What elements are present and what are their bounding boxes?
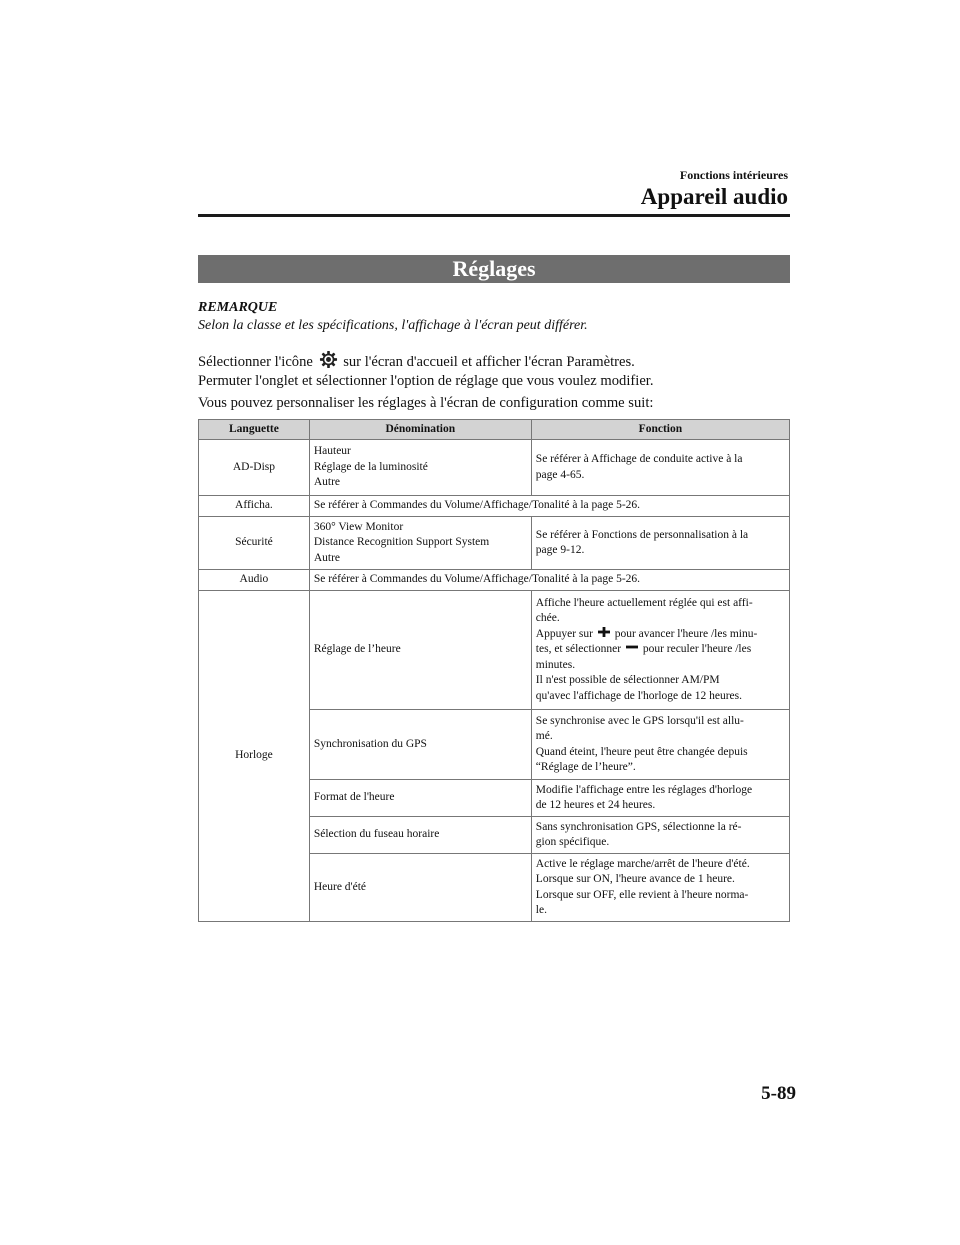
cell-name: Heure d'été [309, 854, 531, 922]
table-row-addisp [199, 440, 790, 496]
cell-tab: Afficha. [199, 496, 310, 517]
name-line: Réglage de la luminosité [313, 460, 428, 473]
function-text: Appuyer sur [535, 627, 593, 640]
table-row-securite [199, 517, 790, 570]
section-title: Appareil audio [640, 184, 788, 209]
function-line [536, 627, 785, 643]
plus-icon [597, 627, 611, 637]
cell-function [531, 780, 789, 817]
settings-table [198, 419, 790, 922]
function-line: Se référer à Affichage de conduite active à la [535, 453, 743, 465]
cell-function [531, 517, 789, 570]
function-line: chée. [535, 612, 560, 625]
intro-text-a: Sélectionner l'icône [198, 354, 313, 370]
minus-icon [625, 642, 639, 652]
function-line: Lorsque sur ON, l'heure avance de 1 heure. [535, 873, 735, 885]
function-line: minutes. [535, 658, 576, 671]
intro-line-1 [198, 350, 635, 371]
function-line: page 4-65. [535, 468, 585, 481]
page-number: 5-89 [761, 1083, 796, 1104]
function-line: de 12 heures et 24 heures. [535, 799, 656, 811]
cell-name: Sélection du fuseau horaire [309, 817, 531, 854]
cell-function [531, 440, 789, 496]
cell-function [531, 817, 789, 854]
intro-line-2: Permuter l'onglet et sélectionner l'option de réglage que vous voulez modifier. [198, 373, 654, 389]
gear-icon [319, 350, 338, 369]
function-line: Active le réglage marche/arrêt de l'heure d'été. [535, 857, 750, 870]
function-line: Il n'est possible de sélectionner AM/PM [535, 674, 720, 687]
cell-tab: Audio [199, 570, 310, 591]
function-line: Se synchronise avec le GPS lorsqu'il est allu- [535, 714, 744, 727]
function-line: le. [535, 904, 547, 916]
name-line: Hauteur [313, 445, 351, 458]
function-line: Se référer à Fonctions de personnalisation à la [535, 528, 749, 541]
name-line: 360° View Monitor [313, 520, 404, 533]
function-line: mé. [535, 730, 553, 742]
cell-name: Réglage de l’heure [309, 591, 531, 710]
header-languette: Languette [199, 420, 310, 440]
section-banner: Réglages [198, 255, 790, 283]
name-line: Autre [313, 476, 341, 489]
function-line: Lorsque sur OFF, elle revient à l'heure norma- [535, 888, 749, 901]
header-rule [198, 214, 790, 217]
name-line: Autre [313, 551, 341, 564]
table-row-audio [199, 570, 790, 591]
chapter-title: Fonctions intérieures [679, 168, 788, 182]
function-line: Affiche l'heure actuellement réglée qui est affi- [535, 596, 753, 609]
cell-function [531, 591, 789, 710]
intro-text-b: sur l'écran d'accueil et afficher l'écran Paramètres. [343, 354, 635, 370]
function-text: pour avancer l'heure /les minu- [614, 627, 758, 640]
function-text: tes, et sélectionner [535, 643, 622, 656]
cell-names [309, 517, 531, 570]
function-line: qu'avec l'affichage de l'horloge de 12 heures. [535, 689, 743, 702]
cell-tab: Sécurité [199, 517, 310, 570]
cell-names [309, 440, 531, 496]
table-header-row [199, 420, 790, 440]
function-line [536, 642, 785, 658]
function-line: Quand éteint, l'heure peut être changée depuis [535, 745, 748, 758]
note-text: Selon la classe et les spécifications, l'affichage à l'écran peut différer. [198, 318, 588, 333]
note-heading: REMARQUE [198, 300, 278, 315]
cell-function [531, 710, 789, 780]
cell-tab: Horloge [199, 591, 310, 922]
table-row-reglage-heure [199, 591, 790, 710]
name-line: Distance Recognition Support System [313, 536, 490, 549]
intro-line-3: Vous pouvez personnaliser les réglages à l'écran de configuration comme suit: [198, 395, 654, 411]
cell-function: Se référer à Commandes du Volume/Affichage/Tonalité à la page 5-26. [309, 496, 789, 517]
function-line: “Réglage de l’heure”. [535, 761, 636, 773]
cell-function [531, 854, 789, 922]
cell-function: Se référer à Commandes du Volume/Affichage/Tonalité à la page 5-26. [309, 570, 789, 591]
function-text: pour reculer l'heure /les [642, 643, 752, 656]
cell-name: Synchronisation du GPS [309, 710, 531, 780]
function-line: page 9-12. [535, 544, 585, 556]
function-line: Sans synchronisation GPS, sélectionne la ré- [535, 820, 742, 833]
header-fonction: Fonction [531, 420, 789, 440]
function-line: Modifie l'affichage entre les réglages d'horloge [535, 783, 753, 796]
header-denomination: Dénomination [309, 420, 531, 440]
cell-tab: AD-Disp [199, 440, 310, 496]
function-line: gion spécifique. [535, 836, 610, 848]
cell-name: Format de l'heure [309, 780, 531, 817]
table-row-afficha [199, 496, 790, 517]
